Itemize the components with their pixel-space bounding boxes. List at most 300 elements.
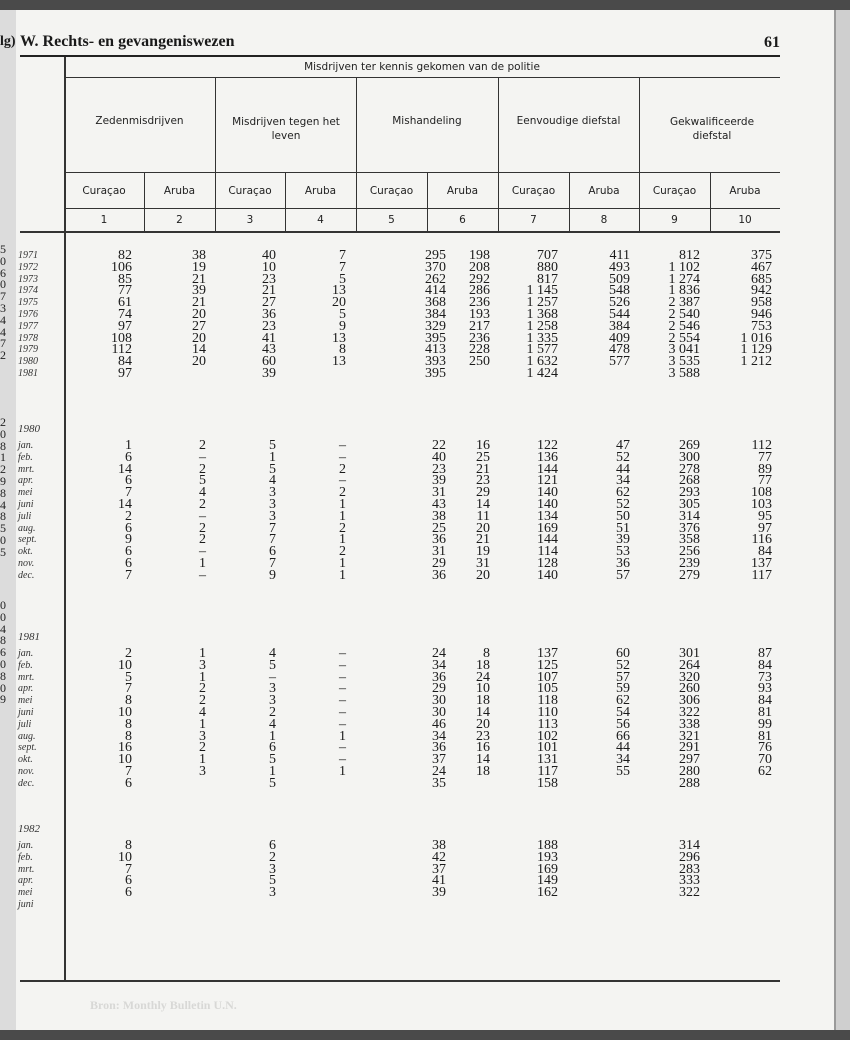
table-cell: – bbox=[339, 657, 346, 673]
table-cell: 1 258 bbox=[526, 318, 558, 334]
table-cell: 314 bbox=[679, 508, 700, 524]
row-label: feb. bbox=[18, 851, 33, 863]
left-page-fragment: lg) bbox=[0, 34, 16, 49]
table-cell: 7 bbox=[125, 861, 132, 877]
table-cell: 817 bbox=[537, 271, 558, 287]
row-label: 1974 bbox=[18, 285, 38, 297]
table-cell: 269 bbox=[679, 438, 700, 453]
table-cell: 131 bbox=[537, 752, 558, 768]
table-cell: 31 bbox=[432, 544, 446, 560]
table-cell: 60 bbox=[262, 354, 276, 370]
row-label: jan. bbox=[18, 648, 34, 659]
table-column-1 bbox=[72, 648, 132, 790]
table-column-2 bbox=[146, 440, 206, 582]
table-cell bbox=[430, 875, 490, 887]
row-label: aug. bbox=[18, 522, 36, 534]
table-cell: 411 bbox=[609, 248, 630, 263]
table-cell: 84 bbox=[758, 657, 772, 673]
grid-line bbox=[215, 77, 216, 231]
table-cell: 280 bbox=[679, 763, 700, 779]
table-cell: – bbox=[339, 669, 346, 685]
table-cell: 6 bbox=[269, 838, 276, 853]
table-cell: 56 bbox=[616, 716, 630, 732]
table-cell: 2 bbox=[339, 544, 346, 560]
table-cell: 30 bbox=[432, 704, 446, 720]
table-cell: 20 bbox=[476, 520, 490, 536]
table-cell: 62 bbox=[758, 763, 772, 779]
table-cell: – bbox=[339, 704, 346, 720]
table-cell: 236 bbox=[469, 295, 490, 311]
table-cell: 217 bbox=[469, 318, 490, 334]
table-cell: 193 bbox=[469, 306, 490, 322]
table-cell: 1 bbox=[339, 728, 346, 744]
row-label: 1978 bbox=[18, 332, 38, 344]
table-cell: 8 bbox=[125, 728, 132, 744]
table-cell: 14 bbox=[476, 704, 490, 720]
left-margin-numbers bbox=[0, 417, 6, 559]
table-cell: 14 bbox=[118, 461, 132, 477]
table-cell: 239 bbox=[679, 555, 700, 571]
table-cell: 384 bbox=[609, 318, 630, 334]
table-cell: 137 bbox=[537, 646, 558, 661]
column-number: 7 bbox=[530, 214, 537, 226]
table-cell: 5 bbox=[199, 473, 206, 489]
table-cell bbox=[570, 778, 630, 790]
table-cell: 7 bbox=[125, 681, 132, 697]
table-cell: 30 bbox=[432, 693, 446, 709]
table-cell: 23 bbox=[432, 461, 446, 477]
table-cell: – bbox=[339, 449, 346, 465]
table-column-10 bbox=[712, 648, 772, 790]
table-cell: 25 bbox=[476, 449, 490, 465]
table-cell: 2 387 bbox=[668, 295, 700, 311]
table-cell: – bbox=[339, 473, 346, 489]
table-cell: 27 bbox=[192, 318, 206, 334]
table-column-2 bbox=[146, 648, 206, 790]
table-cell: 8 bbox=[339, 342, 346, 358]
table-column-8 bbox=[570, 840, 630, 899]
table-cell: 41 bbox=[432, 873, 446, 889]
sub-header: Curaçao bbox=[369, 185, 414, 197]
table-cell bbox=[570, 852, 630, 864]
table-cell: 7 bbox=[269, 555, 276, 571]
table-cell: 1 bbox=[339, 555, 346, 571]
table-cell: 16 bbox=[476, 740, 490, 756]
row-labels bbox=[18, 648, 37, 790]
table-cell: 13 bbox=[332, 354, 346, 370]
table-cell: 279 bbox=[679, 567, 700, 583]
table-cell: 29 bbox=[432, 681, 446, 697]
table-cell: 77 bbox=[758, 449, 772, 465]
grid-line bbox=[64, 208, 780, 209]
table-cell bbox=[146, 887, 206, 899]
table-cell: 2 bbox=[339, 461, 346, 477]
table-cell: – bbox=[339, 740, 346, 756]
table-cell: 36 bbox=[262, 306, 276, 322]
table-cell bbox=[712, 778, 772, 790]
table-cell: – bbox=[339, 681, 346, 697]
block-heading: 1982 bbox=[18, 823, 40, 835]
table-cell bbox=[286, 852, 346, 864]
table-cell: – bbox=[339, 752, 346, 768]
table-cell: 81 bbox=[758, 728, 772, 744]
table-cell: 338 bbox=[679, 716, 700, 732]
table-cell: 34 bbox=[432, 728, 446, 744]
table-cell: 14 bbox=[476, 496, 490, 512]
table-cell: 3 bbox=[269, 508, 276, 524]
table-cell: 144 bbox=[537, 461, 558, 477]
table-cell: – bbox=[339, 716, 346, 732]
table-cell: 62 bbox=[616, 693, 630, 709]
margin-number: 0 bbox=[0, 680, 6, 695]
table-cell: 278 bbox=[679, 461, 700, 477]
table-cell: 264 bbox=[679, 657, 700, 673]
margin-number: 6 bbox=[0, 265, 6, 280]
table-cell: 6 bbox=[125, 449, 132, 465]
table-column-8 bbox=[570, 250, 630, 380]
table-cell: – bbox=[339, 438, 346, 453]
table-cell bbox=[712, 887, 772, 899]
table-cell: 36 bbox=[432, 567, 446, 583]
table-cell: 125 bbox=[537, 657, 558, 673]
table-cell: 3 bbox=[199, 763, 206, 779]
row-label: sept. bbox=[18, 742, 37, 754]
table-cell: 106 bbox=[111, 259, 132, 275]
table-cell: 116 bbox=[751, 532, 772, 548]
table-column-7 bbox=[498, 648, 558, 790]
table-cell: 2 546 bbox=[668, 318, 700, 334]
table-cell: 942 bbox=[751, 283, 772, 299]
table-cell: 2 554 bbox=[668, 330, 700, 346]
table-cell: 3 bbox=[269, 485, 276, 501]
table-cell: 21 bbox=[476, 461, 490, 477]
table-cell: 22 bbox=[432, 438, 446, 453]
table-cell: 118 bbox=[537, 693, 558, 709]
table-cell: 322 bbox=[679, 704, 700, 720]
table-cell: 1 bbox=[339, 567, 346, 583]
column-number: 3 bbox=[246, 214, 254, 226]
margin-number: 2 bbox=[0, 462, 6, 477]
table-cell: 9 bbox=[125, 532, 132, 548]
table-cell: 52 bbox=[616, 449, 630, 465]
table-cell: 4 bbox=[199, 485, 206, 501]
table-cell: 93 bbox=[758, 681, 772, 697]
table-cell: 121 bbox=[537, 473, 558, 489]
table-cell: 1 145 bbox=[526, 283, 558, 299]
table-cell: 37 bbox=[432, 861, 446, 877]
margin-number: 6 bbox=[0, 645, 6, 660]
table-cell: 97 bbox=[118, 318, 132, 334]
table-column-7 bbox=[498, 250, 558, 380]
table-cell: 250 bbox=[469, 354, 490, 370]
table-cell: 122 bbox=[537, 438, 558, 453]
table-cell: 1 bbox=[199, 646, 206, 661]
margin-number: 7 bbox=[0, 289, 6, 304]
table-cell: 493 bbox=[609, 259, 630, 275]
table-cell bbox=[146, 875, 206, 887]
table-cell: 208 bbox=[469, 259, 490, 275]
table-cell: – bbox=[199, 508, 206, 524]
table-cell: 812 bbox=[679, 248, 700, 263]
table-cell: 1 bbox=[339, 508, 346, 524]
row-label: apr. bbox=[18, 683, 34, 695]
group-header-leven: Misdrijven tegen het leven bbox=[232, 116, 340, 142]
table-column-1 bbox=[72, 840, 132, 899]
margin-number: 3 bbox=[0, 300, 6, 315]
table-column-2 bbox=[146, 840, 206, 899]
table-cell: 70 bbox=[758, 752, 772, 768]
row-label: juli bbox=[18, 510, 32, 522]
table-cell: 188 bbox=[537, 838, 558, 853]
row-label: mei bbox=[18, 487, 33, 499]
sub-header: Aruba bbox=[729, 185, 761, 197]
table-cell: 52 bbox=[616, 496, 630, 512]
sub-header: Curaçao bbox=[652, 185, 697, 197]
table-cell: 55 bbox=[616, 763, 630, 779]
table-cell: 39 bbox=[616, 532, 630, 548]
table-cell: 85 bbox=[118, 271, 132, 287]
sub-header: Aruba bbox=[446, 185, 479, 197]
table-cell: 509 bbox=[609, 271, 630, 287]
table-cell: 7 bbox=[125, 485, 132, 501]
table-cell: 103 bbox=[751, 496, 772, 512]
table-cell: 7 bbox=[269, 532, 276, 548]
left-margin-numbers bbox=[0, 244, 6, 362]
table-cell: 114 bbox=[537, 544, 558, 560]
table-cell: 286 bbox=[469, 283, 490, 299]
table-cell bbox=[712, 840, 772, 852]
table-cell: 38 bbox=[432, 838, 446, 853]
table-cell: 8 bbox=[125, 838, 132, 853]
table-cell: 57 bbox=[616, 567, 630, 583]
margin-number: 0 bbox=[0, 656, 6, 671]
table-cell: 8 bbox=[125, 693, 132, 709]
table-cell: 40 bbox=[432, 449, 446, 465]
table-cell: 256 bbox=[679, 544, 700, 560]
table-cell: 2 bbox=[125, 646, 132, 661]
table-cell: 107 bbox=[537, 669, 558, 685]
margin-number: 0 bbox=[0, 277, 6, 292]
row-label: aug. bbox=[18, 730, 36, 742]
column-number: 8 bbox=[600, 214, 608, 226]
table-cell: 82 bbox=[118, 248, 132, 263]
grid-line bbox=[64, 172, 780, 173]
row-label: sept. bbox=[18, 534, 37, 546]
table-cell: 320 bbox=[679, 669, 700, 685]
table-cell: 99 bbox=[758, 716, 772, 732]
row-label: mei bbox=[18, 887, 33, 899]
table-cell: 169 bbox=[537, 861, 558, 877]
table-cell: 375 bbox=[751, 248, 772, 263]
table-cell bbox=[712, 852, 772, 864]
table-cell: 53 bbox=[616, 544, 630, 560]
row-label: 1981 bbox=[18, 367, 38, 379]
row-label: feb. bbox=[18, 451, 33, 463]
table-cell: 4 bbox=[199, 704, 206, 720]
row-label: 1976 bbox=[18, 308, 38, 320]
table-cell: 13 bbox=[332, 330, 346, 346]
table-cell: 395 bbox=[425, 365, 446, 381]
table-cell: 37 bbox=[432, 752, 446, 768]
row-label: mrt. bbox=[18, 863, 35, 875]
table-cell: – bbox=[199, 567, 206, 583]
table-cell: 20 bbox=[476, 716, 490, 732]
table-cell: 9 bbox=[269, 567, 276, 583]
table-cell: 395 bbox=[425, 330, 446, 346]
table-cell: 3 bbox=[199, 728, 206, 744]
table-cell bbox=[286, 840, 346, 852]
table-cell: 1 424 bbox=[526, 365, 558, 381]
table-cell: 544 bbox=[609, 306, 630, 322]
table-cell bbox=[430, 852, 490, 864]
table-cell: 409 bbox=[609, 330, 630, 346]
table-column-3 bbox=[216, 250, 276, 380]
table-cell: 1 bbox=[269, 763, 276, 779]
column-number: 9 bbox=[671, 214, 678, 226]
table-cell bbox=[286, 368, 346, 380]
column-number: 6 bbox=[459, 214, 466, 226]
top-scan-edge bbox=[0, 0, 850, 10]
table-column-8 bbox=[570, 648, 630, 790]
row-labels bbox=[18, 440, 37, 582]
table-cell: 87 bbox=[758, 646, 772, 661]
table-cell: 1 bbox=[199, 752, 206, 768]
group-header-gekwalificeerd: Gekwalificeerde diefstal bbox=[669, 116, 755, 142]
row-label: mrt. bbox=[18, 671, 35, 683]
table-cell bbox=[430, 778, 490, 790]
table-cell: 329 bbox=[425, 318, 446, 334]
row-label: juni bbox=[18, 498, 34, 510]
row-label: 1977 bbox=[18, 320, 38, 332]
table-cell bbox=[430, 840, 490, 852]
table-cell bbox=[570, 875, 630, 887]
table-cell: 2 bbox=[339, 520, 346, 536]
table-cell: 260 bbox=[679, 681, 700, 697]
grid-line bbox=[64, 77, 780, 78]
table-cell bbox=[712, 875, 772, 887]
table-cell: 102 bbox=[537, 728, 558, 744]
table-cell: 946 bbox=[751, 306, 772, 322]
table-cell: 8 bbox=[483, 646, 490, 661]
table-cell: 20 bbox=[332, 295, 346, 311]
table-cell: 5 bbox=[269, 752, 276, 768]
margin-number: 4 bbox=[0, 621, 6, 636]
table-cell: 24 bbox=[476, 669, 490, 685]
table-cell: 2 bbox=[269, 849, 276, 865]
table-cell: 24 bbox=[432, 646, 446, 661]
table-cell bbox=[286, 875, 346, 887]
table-cell: 10 bbox=[118, 849, 132, 865]
table-cell: 753 bbox=[751, 318, 772, 334]
margin-number: 8 bbox=[0, 668, 6, 683]
table-cell: 140 bbox=[537, 496, 558, 512]
sub-header: Curaçao bbox=[82, 185, 126, 197]
margin-number: 5 bbox=[0, 242, 6, 256]
sub-header: Aruba bbox=[163, 185, 196, 197]
table-cell: 66 bbox=[616, 728, 630, 744]
table-cell: 1 368 bbox=[526, 306, 558, 322]
table-cell: 16 bbox=[476, 438, 490, 453]
table-cell bbox=[286, 778, 346, 790]
table-cell: 38 bbox=[192, 248, 206, 263]
table-cell: 84 bbox=[758, 693, 772, 709]
table-cell: 6 bbox=[125, 873, 132, 889]
table-cell: 7 bbox=[269, 520, 276, 536]
table-cell: 283 bbox=[679, 861, 700, 877]
table-cell: 14 bbox=[192, 342, 206, 358]
table-cell: 39 bbox=[192, 283, 206, 299]
table-cell: 1 bbox=[269, 728, 276, 744]
table-cell: 3 bbox=[269, 496, 276, 512]
table-cell: 384 bbox=[425, 306, 446, 322]
row-labels bbox=[18, 840, 34, 911]
table-cell: 44 bbox=[616, 461, 630, 477]
table-cell: 1 bbox=[199, 555, 206, 571]
table-cell: 292 bbox=[469, 271, 490, 287]
table-cell: 61 bbox=[118, 295, 132, 311]
table-cell: 34 bbox=[432, 657, 446, 673]
table-cell: 42 bbox=[432, 849, 446, 865]
row-label: 1971 bbox=[18, 250, 38, 261]
table-cell: 24 bbox=[432, 763, 446, 779]
table-cell: 95 bbox=[758, 508, 772, 524]
table-cell: 2 bbox=[339, 485, 346, 501]
table-cell: 2 bbox=[199, 438, 206, 453]
table-cell: 74 bbox=[118, 306, 132, 322]
table-cell: 2 bbox=[199, 693, 206, 709]
sub-header: Aruba bbox=[304, 185, 337, 197]
row-label: 1980 bbox=[18, 356, 38, 368]
table-cell: 36 bbox=[432, 740, 446, 756]
table-cell bbox=[286, 887, 346, 899]
table-cell: 7 bbox=[125, 567, 132, 583]
table-cell bbox=[146, 368, 206, 380]
row-label: jan. bbox=[18, 840, 34, 851]
row-label: 1975 bbox=[18, 297, 38, 309]
margin-number: 5 bbox=[0, 521, 6, 536]
table-cell: 958 bbox=[751, 295, 772, 311]
table-cell: 10 bbox=[118, 752, 132, 768]
table-cell bbox=[286, 864, 346, 876]
row-label: apr. bbox=[18, 875, 34, 887]
table-cell: 1 632 bbox=[526, 354, 558, 370]
table-cell: 27 bbox=[262, 295, 276, 311]
table-cell: 97 bbox=[118, 365, 132, 381]
table-column-10 bbox=[712, 440, 772, 582]
table-column-2 bbox=[146, 250, 206, 380]
table-cell: 301 bbox=[679, 646, 700, 661]
table-cell: 1 335 bbox=[526, 330, 558, 346]
table-cell: 1 212 bbox=[740, 354, 772, 370]
table-cell: 57 bbox=[616, 669, 630, 685]
table-cell: 1 016 bbox=[740, 330, 772, 346]
row-label: dec. bbox=[18, 777, 35, 789]
margin-number: 4 bbox=[0, 497, 6, 512]
table-cell: 1 bbox=[339, 496, 346, 512]
table-cell: 5 bbox=[269, 461, 276, 477]
table-column-9 bbox=[640, 440, 700, 582]
row-labels bbox=[18, 250, 38, 380]
table-cell: 376 bbox=[679, 520, 700, 536]
table-cell: 368 bbox=[425, 295, 446, 311]
table-column-4 bbox=[286, 840, 346, 899]
table-cell: 1 577 bbox=[526, 342, 558, 358]
table-cell: 128 bbox=[537, 555, 558, 571]
table-cell: 76 bbox=[758, 740, 772, 756]
table-cell: 43 bbox=[432, 496, 446, 512]
table-cell bbox=[430, 864, 490, 876]
table-column-9 bbox=[640, 840, 700, 899]
